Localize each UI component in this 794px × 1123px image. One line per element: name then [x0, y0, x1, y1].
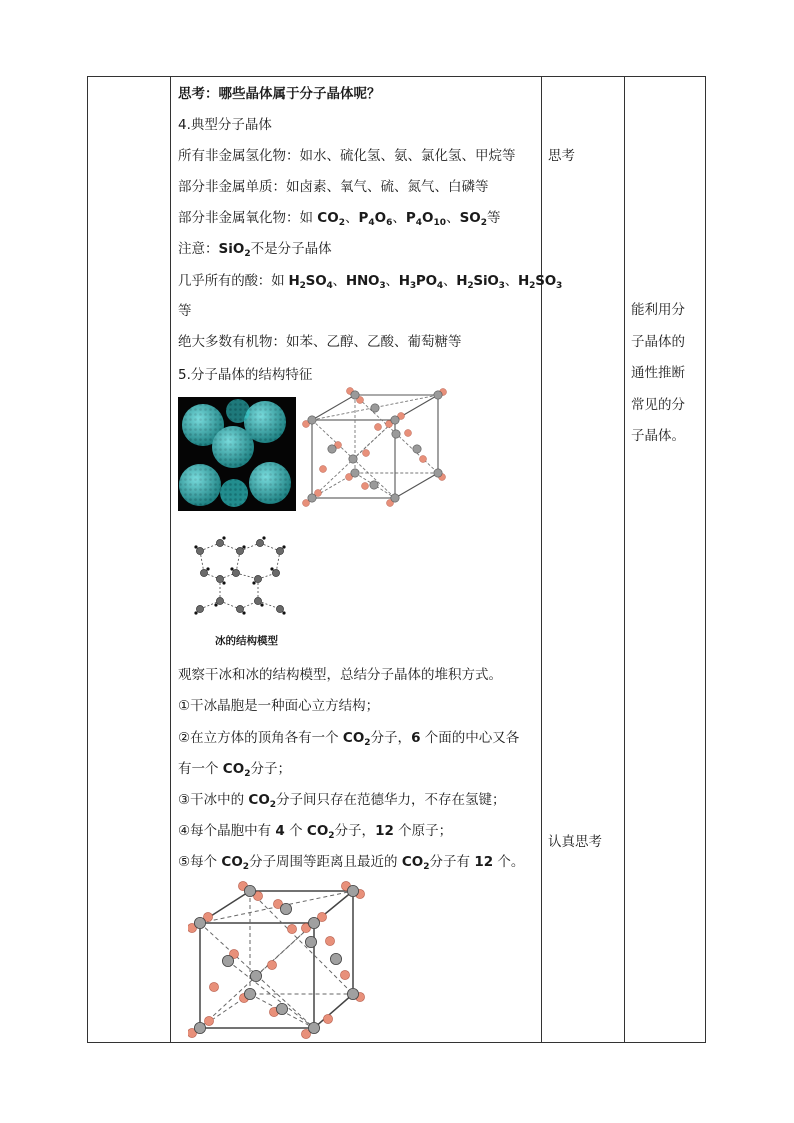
dry-ice-unit-cell-image [302, 387, 448, 509]
observe-line: 观察干冰和冰的结构模型，总结分子晶体的堆积方式。 [178, 667, 502, 683]
point-2: ②在立方体的顶角各有一个 $CO_2$分子，6 个面的中心又各 [178, 730, 520, 748]
point-5: ⑤每个 $CO_2$分子周围等距离且最近的 $CO_2$分子有 12 个。 [178, 854, 525, 872]
learning-objective [631, 295, 701, 453]
column-divider [541, 77, 542, 1042]
acids-line-continued: 等 [178, 303, 192, 319]
hydrides-line: 所有非金属氢化物：如水、硫化氢、氨、氯化氢、甲烷等 [178, 148, 516, 164]
objective-line: 能利用分 [631, 302, 685, 318]
lesson-table [87, 76, 706, 1043]
section-5-title: 5.分子晶体的结构特征 [178, 367, 313, 383]
objective-line: 子晶体的 [631, 333, 685, 350]
point-3: ③干冰中的 $CO_2$分子间只存在范德华力，不存在氢键； [178, 792, 506, 810]
point-4: ④每个晶胞中有 4 个 $CO_2$分子，12 个原子； [178, 823, 453, 841]
section-4-title: 4.典型分子晶体 [178, 117, 272, 133]
objective-line: 通性推断 [631, 365, 685, 381]
c60-crystal-image [178, 397, 296, 511]
elements-line: 部分非金属单质：如卤素、氧气、硫、氮气、白磷等 [178, 179, 489, 195]
point-2-continued: 有一个 $CO_2$分子； [178, 761, 291, 779]
organics-line: 绝大多数有机物：如苯、乙醇、乙酸、葡萄糖等 [178, 334, 462, 350]
objective-line: 常见的分 [631, 396, 685, 413]
ice-caption: 冰的结构模型 [215, 635, 278, 647]
objective-line: 子晶体。 [631, 428, 685, 444]
point-1: ①干冰晶胞是一种面心立方结构； [178, 698, 380, 714]
acids-line: 几乎所有的酸：如 $H_2SO_4$、$HNO_3$、$H_3PO_4$、$H_2SiO_3$、$H_2SO_3$ [178, 273, 563, 291]
note-line: 注意：SiO$_2$不是分子晶体 [178, 241, 332, 259]
column-divider [624, 77, 625, 1042]
activity-careful-think: 认真思考 [548, 834, 602, 850]
think-prompt: 思考：哪些晶体属于分子晶体呢？ [178, 86, 381, 102]
column-divider [170, 77, 171, 1042]
ice-structure-image [190, 529, 294, 627]
dry-ice-unit-cell-large-image [188, 881, 368, 1039]
oxides-line: 部分非金属氧化物：如 $CO_2$、$P_4O_6$、$P_4O_{10}$、$SO_2$等 [178, 210, 501, 228]
activity-think: 思考 [548, 148, 575, 164]
